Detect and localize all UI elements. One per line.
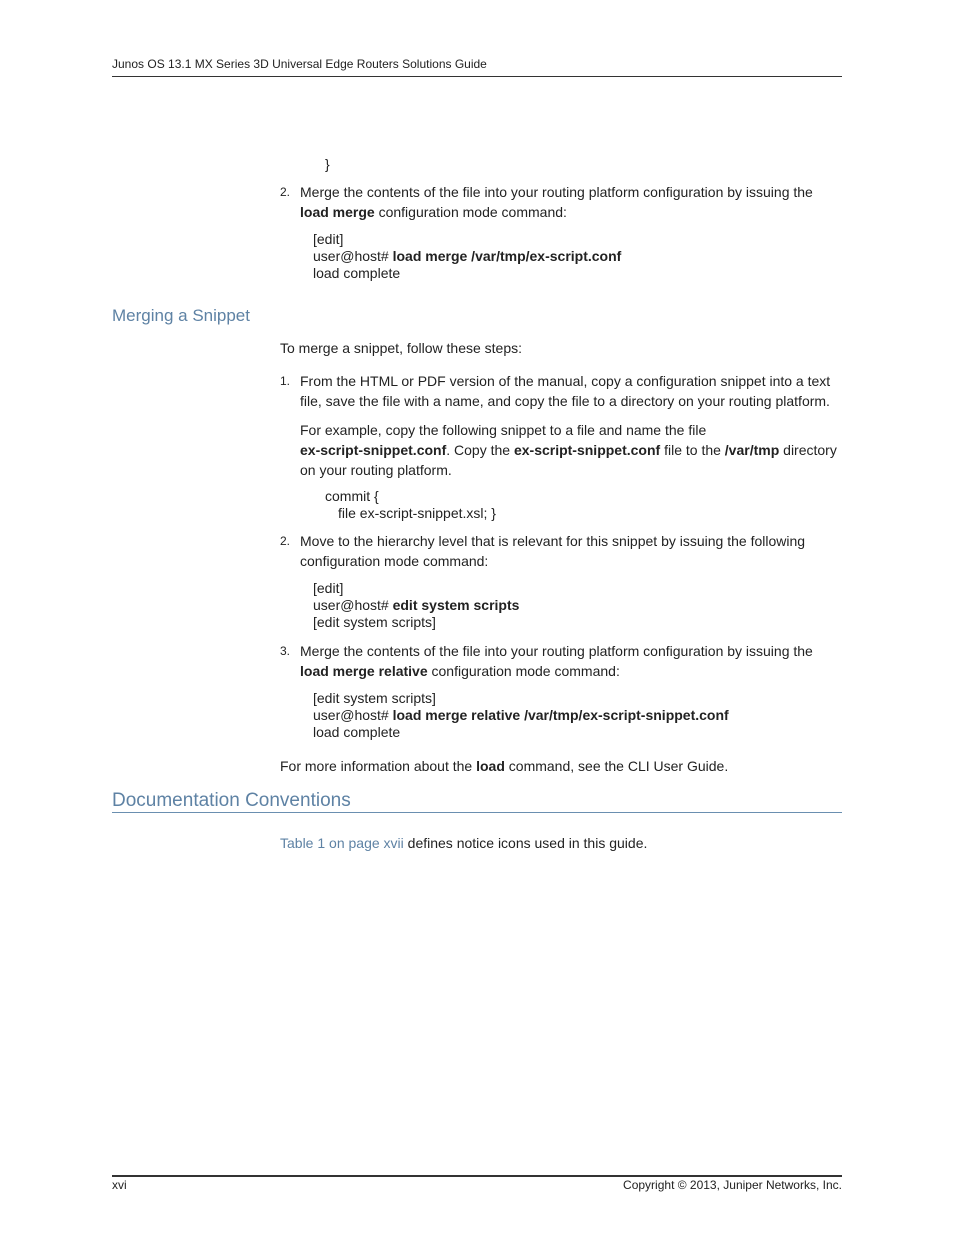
step-text bbox=[300, 641, 813, 681]
more-info-paragraph bbox=[280, 756, 728, 776]
closing-brace: } bbox=[325, 156, 330, 172]
code-line: [edit] bbox=[313, 231, 344, 247]
code-block bbox=[313, 231, 621, 282]
filename: ex-script-snippet.conf bbox=[300, 442, 447, 458]
example-line bbox=[300, 440, 837, 460]
example-text: directory bbox=[779, 442, 837, 458]
example-line: For example, copy the following snippet to a file and name the file bbox=[300, 422, 707, 438]
code-line: [edit] bbox=[313, 580, 344, 596]
step-text-line: Merge the contents of the file into your routing platform configuration by issuing the bbox=[300, 184, 813, 200]
conventions-paragraph bbox=[280, 833, 647, 853]
code-line: file ex-script-snippet.xsl; } bbox=[338, 505, 496, 521]
step-text bbox=[300, 531, 805, 571]
step-text-line: file, save the file with a name, and copy the file to a directory on your routing platform. bbox=[300, 393, 830, 409]
step-number: 1. bbox=[280, 374, 291, 388]
section-heading: Merging a Snippet bbox=[112, 306, 250, 325]
example-text: file to the bbox=[660, 442, 725, 458]
intro-paragraph: To merge a snippet, follow these steps: bbox=[280, 340, 523, 356]
code-line bbox=[313, 248, 621, 265]
code-block bbox=[313, 690, 729, 741]
code-line: load complete bbox=[313, 724, 401, 740]
step-text-line bbox=[300, 661, 813, 681]
code-line bbox=[313, 597, 519, 614]
step-text-line: Move to the hierarchy level that is relevant for this snippet by issuing the following bbox=[300, 533, 806, 549]
code-line: [edit system scripts] bbox=[313, 690, 436, 706]
example-line: on your routing platform. bbox=[300, 462, 452, 478]
step-text-tail: configuration mode command: bbox=[427, 663, 620, 679]
cli-command: load merge /var/tmp/ex-script.conf bbox=[392, 248, 622, 264]
code-line: [edit system scripts] bbox=[313, 614, 436, 630]
header-rule bbox=[112, 76, 842, 77]
code-line: commit { bbox=[325, 488, 379, 504]
cli-prompt: user@host# bbox=[313, 707, 393, 723]
heading-rule bbox=[112, 812, 842, 813]
page-number: xvi bbox=[112, 1178, 127, 1192]
step-text bbox=[300, 371, 830, 411]
command-name: load bbox=[476, 758, 505, 774]
cli-prompt: user@host# bbox=[313, 248, 393, 264]
cli-command: load merge relative /var/tmp/ex-script-snippet.conf bbox=[392, 707, 729, 723]
step-text-line: configuration mode command: bbox=[300, 553, 489, 569]
command-name: load merge relative bbox=[300, 663, 428, 679]
footer-rule bbox=[112, 1175, 842, 1177]
code-block bbox=[325, 488, 496, 522]
step-text-line: From the HTML or PDF version of the manual, copy a configuration snippet into a text bbox=[300, 373, 831, 389]
step-text-line: configuration mode command: bbox=[374, 204, 567, 220]
step-text-line: Merge the contents of the file into your routing platform configuration by issuing the bbox=[300, 643, 813, 659]
code-line: load complete bbox=[313, 265, 401, 281]
code-block bbox=[313, 580, 519, 631]
chapter-heading: Documentation Conventions bbox=[112, 790, 351, 811]
step-text bbox=[300, 182, 813, 222]
cli-command: edit system scripts bbox=[392, 597, 520, 613]
code-line bbox=[313, 707, 729, 724]
example-paragraph bbox=[300, 420, 837, 480]
more-info-text: command, see the CLI User Guide. bbox=[504, 758, 729, 774]
step-number: 2. bbox=[280, 534, 291, 548]
conventions-text: defines notice icons used in this guide. bbox=[403, 835, 648, 851]
running-header: Junos OS 13.1 MX Series 3D Universal Edge Routers Solutions Guide bbox=[112, 57, 487, 71]
cli-prompt: user@host# bbox=[313, 597, 393, 613]
table-cross-reference-link[interactable]: Table 1 on page xvii bbox=[280, 835, 404, 851]
example-text: . Copy the bbox=[446, 442, 514, 458]
more-info-text: For more information about the bbox=[280, 758, 477, 774]
directory-path: /var/tmp bbox=[724, 442, 780, 458]
command-name: load merge bbox=[300, 204, 375, 220]
filename: ex-script-snippet.conf bbox=[513, 442, 661, 458]
step-number: 3. bbox=[280, 644, 291, 658]
step-number: 2. bbox=[280, 185, 291, 199]
copyright: Copyright © 2013, Juniper Networks, Inc. bbox=[623, 1178, 842, 1192]
